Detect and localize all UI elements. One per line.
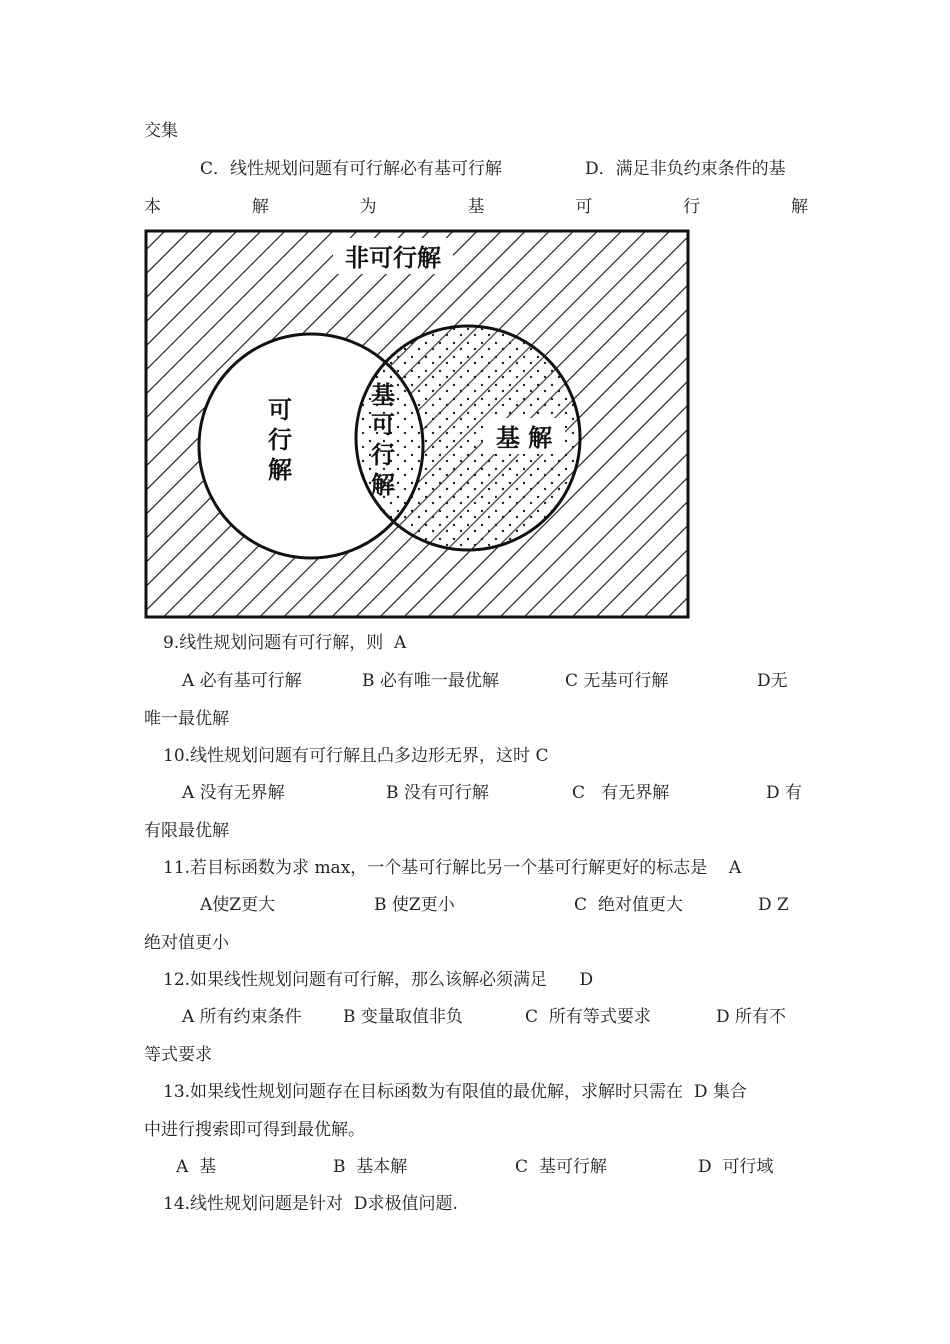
- char: 本: [144, 197, 161, 217]
- q12-option-c: C 所有等式要求: [525, 1007, 651, 1027]
- question-9-stem: 9.线性规划问题有可行解，则 A: [163, 633, 407, 653]
- q11-option-a: A使Z更大: [200, 895, 276, 915]
- q12-continuation: 等式要求: [144, 1045, 212, 1065]
- text-line-intersection: 交集: [144, 121, 178, 141]
- q13-option-c: C 基可行解: [515, 1157, 607, 1177]
- q9-continuation: 唯一最优解: [144, 709, 229, 729]
- q11-option-d: D Z: [758, 895, 789, 915]
- infeasible-label: 非可行解: [345, 244, 441, 272]
- feasible-label-char: 解: [268, 456, 292, 484]
- char: 解: [251, 197, 269, 217]
- q9-option-a: A 必有基可行解: [182, 671, 302, 691]
- char: 行: [683, 197, 701, 217]
- feasible-label-char: 行: [268, 426, 292, 454]
- basic-feasible-label-char: 基: [371, 381, 395, 409]
- q9-option-d: D无: [757, 671, 788, 691]
- basic-feasible-label-char: 行: [371, 441, 395, 469]
- q11-option-c: C 绝对值更大: [574, 895, 683, 915]
- q10-continuation: 有限最优解: [144, 821, 229, 841]
- option-c-text: C．线性规划问题有可行解必有基可行解: [200, 159, 503, 179]
- q10-option-d: D 有: [766, 783, 803, 803]
- q11-option-b: B 使Z更小: [374, 895, 455, 915]
- char: 可: [575, 197, 593, 217]
- question-14-stem: 14.线性规划问题是针对 D求极值问题.: [163, 1194, 458, 1214]
- question-10-stem: 10.线性规划问题有可行解且凸多边形无界，这时 C: [163, 746, 549, 766]
- q9-option-c: C 无基可行解: [565, 671, 669, 691]
- char: 基: [467, 197, 485, 217]
- q11-continuation: 绝对值更小: [144, 933, 229, 953]
- basic-solution-label: 基 解: [495, 424, 553, 452]
- venn-diagram: [143, 228, 691, 621]
- q12-option-d: D 所有不: [716, 1007, 787, 1027]
- basic-feasible-label-char: 可: [371, 411, 395, 439]
- question-12-stem: 12.如果线性规划问题有可行解，那么该解必须满足 D: [163, 970, 594, 990]
- q9-option-b: B 必有唯一最优解: [362, 671, 499, 691]
- q13-option-a: A 基: [176, 1157, 217, 1177]
- q12-option-a: A 所有约束条件: [182, 1007, 302, 1027]
- q12-option-b: B 变量取值非负: [343, 1007, 463, 1027]
- justified-line: [144, 196, 808, 218]
- q13-option-b: B 基本解: [333, 1157, 408, 1177]
- question-11-stem: 11.若目标函数为求 max，一个基可行解比另一个基可行解更好的标志是 A: [163, 858, 742, 878]
- q10-option-a: A 没有无界解: [182, 783, 285, 803]
- q10-option-c: C 有无界解: [572, 783, 670, 803]
- option-d-text: D．满足非负约束条件的基: [585, 159, 786, 179]
- q10-option-b: B 没有可行解: [386, 783, 489, 803]
- char: 解: [790, 197, 808, 217]
- q13-option-d: D 可行域: [698, 1157, 774, 1177]
- char: 为: [359, 197, 377, 217]
- question-13-stem: 13.如果线性规划问题存在目标函数为有限值的最优解，求解时只需在 D 集合: [163, 1082, 747, 1102]
- feasible-label-char: 可: [268, 396, 292, 424]
- q13-continuation: 中进行搜索即可得到最优解。: [144, 1120, 365, 1140]
- basic-feasible-label-char: 解: [371, 471, 395, 499]
